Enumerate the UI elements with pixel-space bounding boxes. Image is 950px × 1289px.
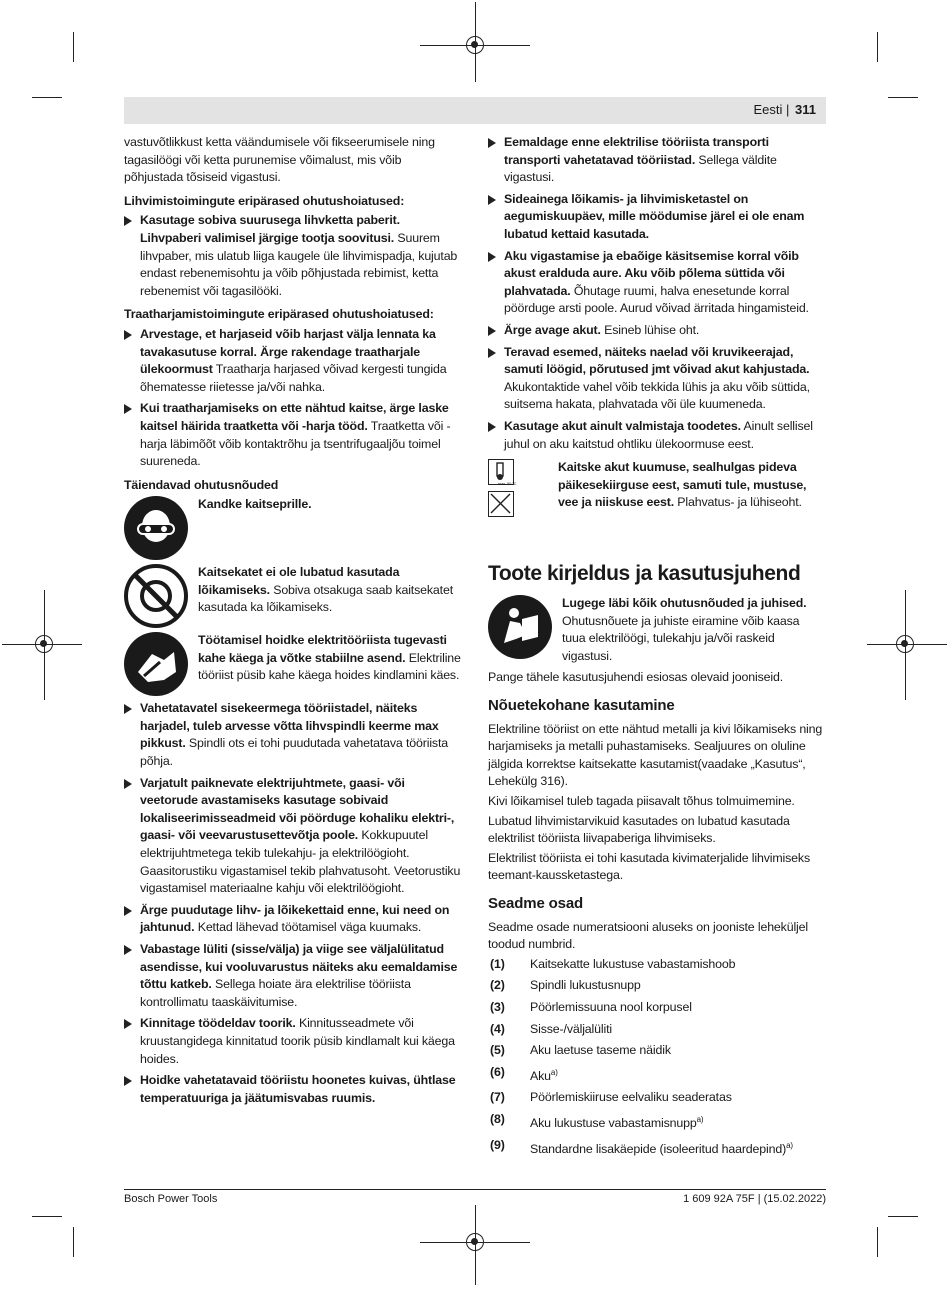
caption-bold: Töötamisel hoidke elektritööriista tugevasti kahe käega ja võtke stabiilne asend. bbox=[198, 633, 447, 665]
read-manual-row bbox=[488, 595, 826, 665]
item-text: Suurem lihvpaber, mis ulatub liiga kaugele üle lihvimispadja, kujutab endast rebenemisohtu ja võib põhjustada rebimist, ketta rebenemist või tagasilööki. bbox=[140, 230, 458, 298]
header-language: Eesti bbox=[753, 102, 783, 117]
paragraph: Elektriline tööriist on ette nähtud metalli ja kivi lõikamiseks ning harjamiseks ja metalli puhastamiseks. Sealjuures on oluline jälgida korrektse kaitsekatte kasutamist(vaadake „Kasutus“, Lehekülg 316). bbox=[488, 721, 823, 789]
crop-mark bbox=[73, 1227, 74, 1257]
list-item bbox=[488, 344, 826, 414]
part-number: (2) bbox=[490, 978, 505, 993]
bullet-triangle-icon bbox=[124, 704, 132, 714]
item-text: Spindli ots ei tohi puudutada vahetatava tööriista põhja. bbox=[140, 736, 448, 769]
section-heading: Täiendavad ohutusnõuded bbox=[124, 477, 279, 492]
bullet-triangle-icon bbox=[124, 906, 132, 916]
bullet-triangle-icon bbox=[488, 422, 496, 432]
crop-mark bbox=[32, 97, 62, 98]
item-bold: Kasutage sobiva suurusega lihvketta paberit. Lihvpaberi valimisel järgige tootja soovitusi. bbox=[140, 213, 400, 245]
safety-icon-row bbox=[124, 496, 462, 560]
paragraph: vastuvõtlikkust ketta väändumisele või fikseerumisele ning tagasilöögi või ketta purunemise võimalust, mis võib põhjustada tõsiseid vigastusi. bbox=[124, 135, 435, 185]
part-label: Sisse-/väljalüliti bbox=[530, 1021, 612, 1036]
item-text: Traatketta või -harja läbimõõt võib kontaktrõhu ja tsentrifugaaljõu toimel suureneda. bbox=[140, 418, 451, 469]
list-item bbox=[124, 212, 462, 300]
no-fire-water-icon bbox=[488, 491, 514, 517]
part-label: Spindli lukustusnupp bbox=[530, 978, 641, 993]
registration-mark-icon bbox=[466, 1233, 484, 1251]
item-bold: Teravad esemed, näiteks naelad või kruvikeerajad, samuti löögid, põrutused jmt võivad akut kahjustada. bbox=[504, 344, 810, 377]
safety-goggles-icon bbox=[124, 496, 188, 560]
heat-icon-label: max. 50 °C bbox=[498, 481, 517, 487]
safety-icon-row bbox=[124, 632, 462, 696]
footer-doc-id: 1 609 92A 75F | (15.02.2022) bbox=[683, 1193, 826, 1205]
part-label: Pöörlemiskiiruse eelvaliku seaderatas bbox=[530, 1090, 732, 1105]
read-text: Ohutusnõuete ja juhiste eiramine võib kaasa tuua elektrilöögi, tulekahju ja/või raskeid vigastusi. bbox=[562, 613, 800, 663]
item-text: Kettad lähevad töötamisel väga kuumaks. bbox=[194, 920, 422, 935]
item-text: Esineb lühise oht. bbox=[600, 322, 700, 337]
part-label: Pöörlemissuuna nool korpusel bbox=[530, 999, 692, 1014]
part-name bbox=[530, 1111, 826, 1133]
header-bar bbox=[124, 97, 826, 124]
part-number: (6) bbox=[490, 1064, 505, 1079]
paragraph: Seadme osade numeratsiooni aluseks on jooniste leheküljel toodud numbrid. bbox=[488, 919, 809, 952]
part-name bbox=[530, 956, 826, 974]
paragraph: Elektrilist tööriista ei tohi kasutada kivimaterjalide lihvimiseks teemant-kaussketastega. bbox=[488, 850, 811, 883]
item-text: Kinnitusseadmete või kruustangidega kinnitatud toorik püsib kindlamalt kui käega hoides. bbox=[140, 1016, 455, 1066]
list-item bbox=[124, 902, 462, 937]
paragraph: Lubatud lihvimistarvikuid kasutades on lubatud kasutada elektrilist tööriista liivapaberiga lihvimiseks. bbox=[488, 813, 790, 846]
crop-mark bbox=[32, 1216, 62, 1217]
read-bold: Lugege läbi kõik ohutusnõuded ja juhised. bbox=[562, 596, 807, 611]
list-item bbox=[488, 322, 826, 340]
caption-text: Sobiva otsakuga saab kaitsekatet kasutada ka lõikamiseks. bbox=[198, 582, 454, 615]
warning-text: Plahvatus- ja lühiseoht. bbox=[674, 495, 802, 510]
part-number: (8) bbox=[490, 1112, 505, 1127]
list-item bbox=[488, 191, 826, 244]
list-item bbox=[124, 1072, 462, 1107]
item-text: Traatharja harjased võivad kergesti tungida õhematesse riietesse ja/või nahka. bbox=[140, 362, 447, 394]
part-number: (3) bbox=[490, 999, 505, 1014]
section-title: Toote kirjeldus ja kasutusjuhend bbox=[488, 562, 801, 586]
item-text: Õhutage ruumi, halva enesetunde korral pöörduge arsti poole. Aurud võivad ärritada hingamisteid. bbox=[504, 283, 809, 316]
page-footer bbox=[124, 1189, 826, 1205]
paragraph: Kivi lõikamisel tuleb tagada piisavalt tõhus tolmuimemine. bbox=[488, 794, 795, 809]
part-name bbox=[530, 977, 826, 995]
part-number: (4) bbox=[490, 1021, 505, 1036]
part-name bbox=[530, 1021, 826, 1039]
part-label: Aku bbox=[530, 1068, 551, 1083]
part-name bbox=[530, 1137, 826, 1159]
item-bold: Kinnitage töödeldav toorik. bbox=[140, 1016, 296, 1031]
icon-caption bbox=[198, 632, 462, 685]
crop-mark bbox=[877, 32, 878, 62]
heat-icon bbox=[488, 459, 517, 487]
bullet-triangle-icon bbox=[124, 216, 132, 226]
crop-mark bbox=[877, 1227, 878, 1257]
part-footnote: a) bbox=[550, 1067, 558, 1077]
part-number: (9) bbox=[490, 1137, 505, 1152]
item-bold: Sideainega lõikamis- ja lihvimisketastel on aegumiskuupäev, mille möödumise järel ei ole enam lubatud kettaid kasutada. bbox=[504, 191, 805, 241]
item-bold: Hoidke vahetatavaid tööriistu hoonetes kuivas, ühtlase temperatuuriga ja jäätumisvabas ruumis. bbox=[140, 1073, 456, 1105]
item-bold: Ärge puudutage lihv- ja lõikekettaid enne, kui need on jahtunud. bbox=[140, 902, 450, 935]
warning-bold: Kaitske akut kuumuse, sealhulgas pideva päikesekiirguse eest, samuti tule, mustuse, vee ja niiskuse eest. bbox=[558, 460, 807, 510]
section-heading: Lihvimistoimingute eripärased ohutushoiatused: bbox=[124, 193, 405, 208]
list-item bbox=[124, 1015, 462, 1068]
header-separator: | bbox=[786, 102, 790, 117]
section-heading: Traatharjamistoimingute eripärased ohutushoiatused: bbox=[124, 307, 434, 322]
list-item bbox=[124, 775, 462, 898]
list-item bbox=[488, 418, 826, 453]
caption-text: Elektriline tööriist püsib kahe käega hoides kindlamini käes. bbox=[198, 650, 461, 683]
part-name bbox=[530, 999, 826, 1017]
bullet-triangle-icon bbox=[488, 138, 496, 148]
running-header bbox=[753, 102, 816, 117]
paragraph: Pange tähele kasutusjuhendi esiosas olevaid jooniseid. bbox=[488, 670, 783, 685]
part-label: Kaitsekatte lukustuse vabastamishoob bbox=[530, 956, 736, 971]
bullet-triangle-icon bbox=[124, 779, 132, 789]
item-bold: Kasutage akut ainult valmistaja toodetes. bbox=[504, 418, 741, 433]
list-item bbox=[488, 248, 826, 318]
bullet-triangle-icon bbox=[488, 195, 496, 205]
caption-bold: Kaitsekatet ei ole lubatud kasutada lõikamiseks. bbox=[198, 565, 400, 597]
read-manual-icon bbox=[488, 595, 552, 659]
battery-warning bbox=[488, 459, 826, 523]
part-number: (5) bbox=[490, 1043, 505, 1058]
bullet-triangle-icon bbox=[124, 330, 132, 340]
crop-mark bbox=[888, 1216, 918, 1217]
part-footnote: a) bbox=[786, 1140, 793, 1150]
list-item bbox=[124, 700, 462, 770]
bullet-triangle-icon bbox=[488, 252, 496, 262]
item-bold: Aku vigastamise ja ebaõige käsitsemise korral võib akust eralduda aure. Aku võib põlema süttida või plahvatada. bbox=[504, 248, 799, 298]
registration-mark-icon bbox=[896, 635, 914, 653]
item-text: Sellega hoiate ära elektrilise tööriista kontrollimatu taaskäivitumise. bbox=[140, 977, 411, 1009]
part-label: Standardne lisakäepide (isoleeritud haardepind) bbox=[530, 1141, 787, 1156]
crop-mark bbox=[888, 97, 918, 98]
parts-list bbox=[488, 956, 826, 1159]
bullet-triangle-icon bbox=[124, 1019, 132, 1029]
part-footnote: a) bbox=[696, 1115, 704, 1125]
no-cutting-guard-icon bbox=[124, 564, 188, 628]
item-text: Ainult sellisel juhul on aku kaitstud ohtliku ülekoormuse eest. bbox=[504, 418, 813, 451]
icon-caption: Kandke kaitseprille. bbox=[198, 497, 312, 512]
item-text: Akukontaktide vahel võib tekkida lühis ja aku võib süttida, suitsema hakata, plahvatada või üle kuumeneda. bbox=[504, 379, 810, 412]
list-item bbox=[124, 941, 462, 1011]
bullet-triangle-icon bbox=[488, 326, 496, 336]
bullet-triangle-icon bbox=[124, 404, 132, 414]
subsection-heading: Nõuetekohane kasutamine bbox=[488, 697, 675, 715]
crop-mark bbox=[73, 32, 74, 62]
item-bold: Varjatult paiknevate elektrijuhtmete, gaasi- või veetorude avastamiseks kasutage sobivaid lokaliseerimisseadmeid või pöörduge kohaliku elektri-, gaasi- või veevarustusettevõtja poole. bbox=[140, 775, 455, 843]
part-name bbox=[530, 1089, 826, 1107]
footer-brand: Bosch Power Tools bbox=[124, 1193, 218, 1205]
item-bold: Vabastage lüliti (sisse/välja) ja viige see väljalülitatud asendisse, kui vooluvarustus näiteks aku eemaldamise tõttu katkeb. bbox=[140, 942, 458, 992]
part-name bbox=[530, 1064, 826, 1086]
registration-mark-icon bbox=[35, 635, 53, 653]
item-text: Sellega väldite vigastusi. bbox=[504, 152, 777, 185]
bullet-triangle-icon bbox=[488, 348, 496, 358]
part-number: (1) bbox=[490, 956, 505, 971]
part-number: (7) bbox=[490, 1090, 505, 1105]
left-column bbox=[124, 134, 462, 1111]
part-label: Aku lukustuse vabastamisnupp bbox=[530, 1116, 697, 1131]
item-bold: Ärge avage akut. bbox=[504, 322, 601, 337]
right-column bbox=[488, 134, 826, 1159]
list-item bbox=[124, 326, 462, 396]
battery-icons bbox=[488, 459, 548, 523]
battery-warning-text bbox=[558, 459, 826, 523]
item-text: Kokkupuutel elektrijuhtmetega tekib tulekahju- ja elektrilöögioht. Gaasitorustiku vigastamisel tekib plahvatusoht. Veetorustiku vigastamisel materiaalne kahju või elektrilöögioht. bbox=[140, 828, 461, 896]
part-name bbox=[530, 1042, 826, 1060]
registration-mark-icon bbox=[466, 36, 484, 54]
list-item bbox=[124, 400, 462, 470]
bullet-triangle-icon bbox=[124, 1076, 132, 1086]
page-number: 311 bbox=[795, 102, 816, 117]
safety-icon-row bbox=[124, 564, 462, 628]
part-label: Aku laetuse taseme näidik bbox=[530, 1043, 671, 1058]
list-item bbox=[488, 134, 826, 187]
read-manual-text bbox=[562, 595, 826, 665]
item-bold: Vahetatavatel sisekeermega tööriistadel, näiteks harjadel, tuleb arvesse võtta lihvspindli keerme max pikkust. bbox=[140, 701, 439, 751]
icon-caption bbox=[198, 564, 462, 617]
item-bold: Kui traatharjamiseks on ette nähtud kaitse, ärge laske kaitsel häirida traatketta või -harja tööd. bbox=[140, 401, 449, 433]
bullet-triangle-icon bbox=[124, 945, 132, 955]
item-bold: Arvestage, et harjaseid võib harjast välja lennata ka tavakasutuse korral. Ärge rakendage traatharjale ülekoormust bbox=[140, 326, 436, 377]
item-bold: Eemaldage enne elektrilise tööriista transporti transporti vahetatavad tööriistad. bbox=[504, 135, 769, 167]
subsection-heading: Seadme osad bbox=[488, 895, 584, 912]
two-hands-icon bbox=[124, 632, 188, 696]
